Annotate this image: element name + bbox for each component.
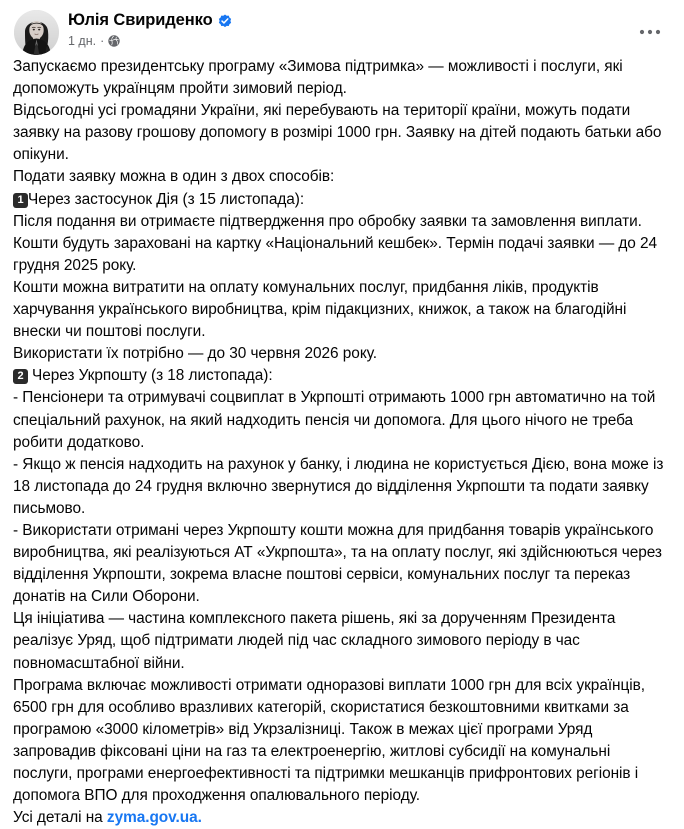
paragraph-text: - Пенсіонери та отримувачі соцвиплат в Укрпошті отримають 1000 грн автоматично на той спеціальний рахунок, на який надходить пенсія чи допомога. Для цього нічого не треба робити додатково. bbox=[13, 389, 656, 451]
post-paragraph bbox=[13, 608, 672, 674]
paragraph-text: Після подання ви отримаєте підтвердження про обробку заявки та замовлення виплати. bbox=[13, 212, 642, 230]
post-paragraph bbox=[13, 56, 672, 100]
post-paragraph bbox=[13, 100, 672, 166]
post-options-button[interactable] bbox=[634, 22, 666, 42]
post-message-body bbox=[0, 50, 684, 829]
post-paragraph bbox=[13, 387, 672, 453]
post-timestamp[interactable]: 1 дн. bbox=[68, 34, 97, 48]
paragraph-text: Кошти можна витратити на оплату комунальних послуг, придбання ліків, продуктів харчування українського виробництва, крім підакцизних, книжок, а також на благодійні внески чи поштові послуги. bbox=[13, 278, 627, 341]
post-paragraph bbox=[13, 277, 672, 343]
paragraph-text: Через Укрпошту (з 18 листопада): bbox=[32, 367, 273, 385]
post-paragraph bbox=[13, 211, 672, 233]
paragraph-text: Через застосунок Дія (з 15 листопада): bbox=[28, 190, 305, 208]
paragraph-text: Усі деталі на bbox=[13, 809, 107, 827]
paragraph-text: Запускаємо президентську програму «Зимова підтримка» — можливості і послуги, які допоможуть українцям пройти зимовий період. bbox=[13, 58, 623, 98]
paragraph-text: Подати заявку можна в один з двох способів: bbox=[13, 168, 335, 186]
post-header-text bbox=[68, 10, 232, 49]
paragraph-text: Кошти будуть зараховані на картку «Національний кешбек». Термін подачі заявки — до 24 грудня 2025 року. bbox=[13, 234, 658, 274]
post-header bbox=[0, 0, 684, 50]
post-paragraph bbox=[13, 189, 672, 211]
keycap-1-icon: 1 bbox=[13, 193, 28, 208]
paragraph-text: - Використати отримані через Укрпошту кошти можна для придбання товарів українського виробництва, які реалізуються АТ «Укрпошта», та на оплату послуг, які здійснюються через відділення Укрпошти, зокрема власне поштові сервіси, комунальних послуг та переказ донатів на Сили Оборони. bbox=[13, 521, 662, 606]
paragraph-text: Ця ініціатива — частина комплексного пакета рішень, які за дорученням Президента реалізує Уряд, щоб підтримати людей під час складного зимового періоду в час повномасштабної війни. bbox=[13, 610, 616, 672]
author-name[interactable]: Юлія Свириденко bbox=[68, 11, 213, 29]
post-paragraph bbox=[13, 166, 672, 188]
external-link[interactable]: zyma.gov.ua. bbox=[106, 809, 202, 827]
post-meta-row bbox=[68, 33, 232, 49]
paragraph-text: Використати їх потрібно — до 30 червня 2026 року. bbox=[13, 345, 378, 363]
meta-separator: · bbox=[100, 34, 105, 48]
avatar[interactable] bbox=[14, 10, 59, 55]
author-name-row bbox=[68, 11, 232, 30]
globe-icon[interactable] bbox=[108, 35, 120, 47]
paragraph-text: Відсьогодні усі громадяни України, які перебувають на території країни, можуть подати заявку на разову грошову допомогу в розмірі 1000 грн. Заявку на дітей подають батьки або опікуни. bbox=[13, 102, 662, 164]
post-paragraph bbox=[13, 343, 672, 365]
verified-check-icon[interactable] bbox=[218, 14, 232, 28]
keycap-2-icon: 2 bbox=[13, 369, 28, 384]
paragraph-text: Програма включає можливості отримати одноразові виплати 1000 грн для всіх українців, 6500 грн для особливо вразливих категорій, скористатися безкоштовними квитками за програмою «3000 кілометрів» від Укрзалізниці. Також в межах цієї програми Уряд запровадив фіксовані ціни на газ та електроенергію, житлові субсидії на комунальні послуги, програми енергоефективності та підтримки мешканців прифронтових регіонів і допомога ВПО для проходження опалювального періоду. bbox=[13, 676, 645, 805]
post-paragraph bbox=[13, 454, 672, 520]
post-paragraph bbox=[13, 365, 672, 387]
post-paragraph bbox=[13, 520, 672, 608]
post-paragraph bbox=[13, 675, 672, 808]
paragraph-text: - Якщо ж пенсія надходить на рахунок у банку, і людина не користується Дією, вона може із 18 листопада до 24 грудня включно звернутися до відділення Укрпошти та подати заявку письмово. bbox=[13, 455, 664, 517]
ellipsis-horizontal-icon bbox=[639, 29, 661, 35]
post-paragraph bbox=[13, 807, 672, 829]
post-paragraph bbox=[13, 233, 672, 277]
